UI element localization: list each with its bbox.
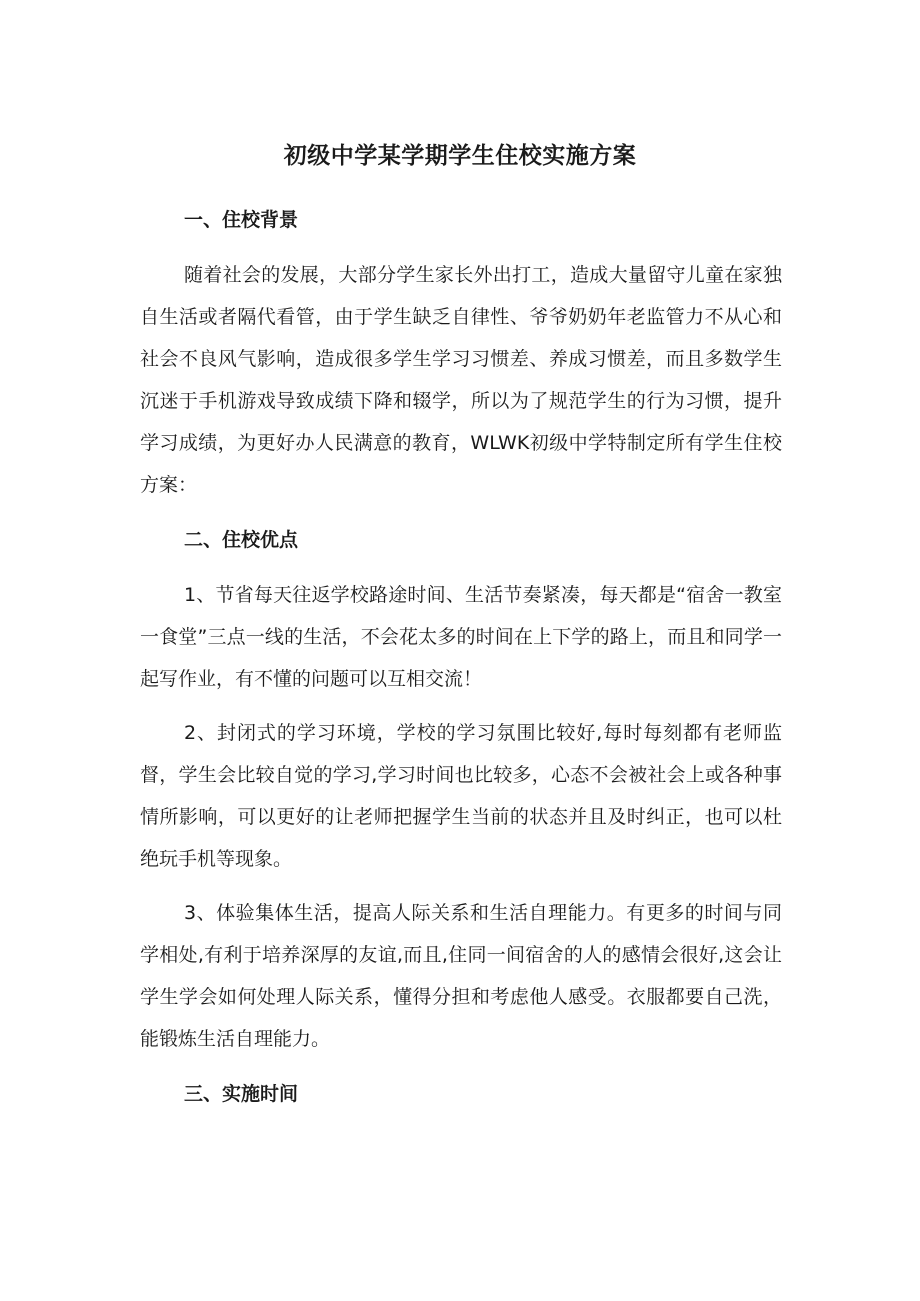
document-title: 初级中学某学期学生住校实施方案 (283, 143, 637, 169)
paragraph-background: 随着社会的发展，大部分学生家长外出打工，造成大量留守儿童在家独自生活或者隔代看管，由于学生缺乏自律性、爷爷奶奶年老监管力不从心和社会不良风气影响，造成很多学生学习习惯差、养成习惯差，而且多数学生沉迷于手机游戏导致成绩下降和辍学，所以为了规范学生的行为习惯，提升学习成绩，为更好办人民满意的教育，WLWK初级中学特制定所有学生住校方案： (140, 264, 782, 496)
paragraph-advantage-2: 2、封闭式的学习环境，学校的学习氛围比较好,每时每刻都有老师监督，学生会比较自觉的学习,学习时间也比较多，心态不会被社会上或各种事情所影响，可以更好的让老师把握学生当前的状态并且及时纠正，也可以杜绝玩手机等现象。 (140, 722, 782, 870)
document-body (140, 198, 782, 1116)
paragraph-advantage-1: 1、节省每天往返学校路途时间、生活节奏紧凑，每天都是“宿舍一教室一食堂”三点一线的生活，不会花太多的时间在上下学的路上，而且和同学一起写作业，有不懂的问题可以互相交流！ (140, 584, 782, 690)
paragraph-advantage-3: 3、体验集体生活，提高人际关系和生活自理能力。有更多的时间与同学相处,有利于培养深厚的友谊,而且,住同一间宿舍的人的感情会很好,这会让学生学会如何处理人际关系，懂得分担和考虑他人感受。衣服都要自己洗，能锻炼生活自理能力。 (140, 902, 782, 1050)
section-heading-advantages: 二、住校优点 (184, 529, 299, 551)
section-heading-schedule: 三、实施时间 (184, 1083, 299, 1105)
section-heading-background: 一、住校背景 (184, 209, 299, 231)
